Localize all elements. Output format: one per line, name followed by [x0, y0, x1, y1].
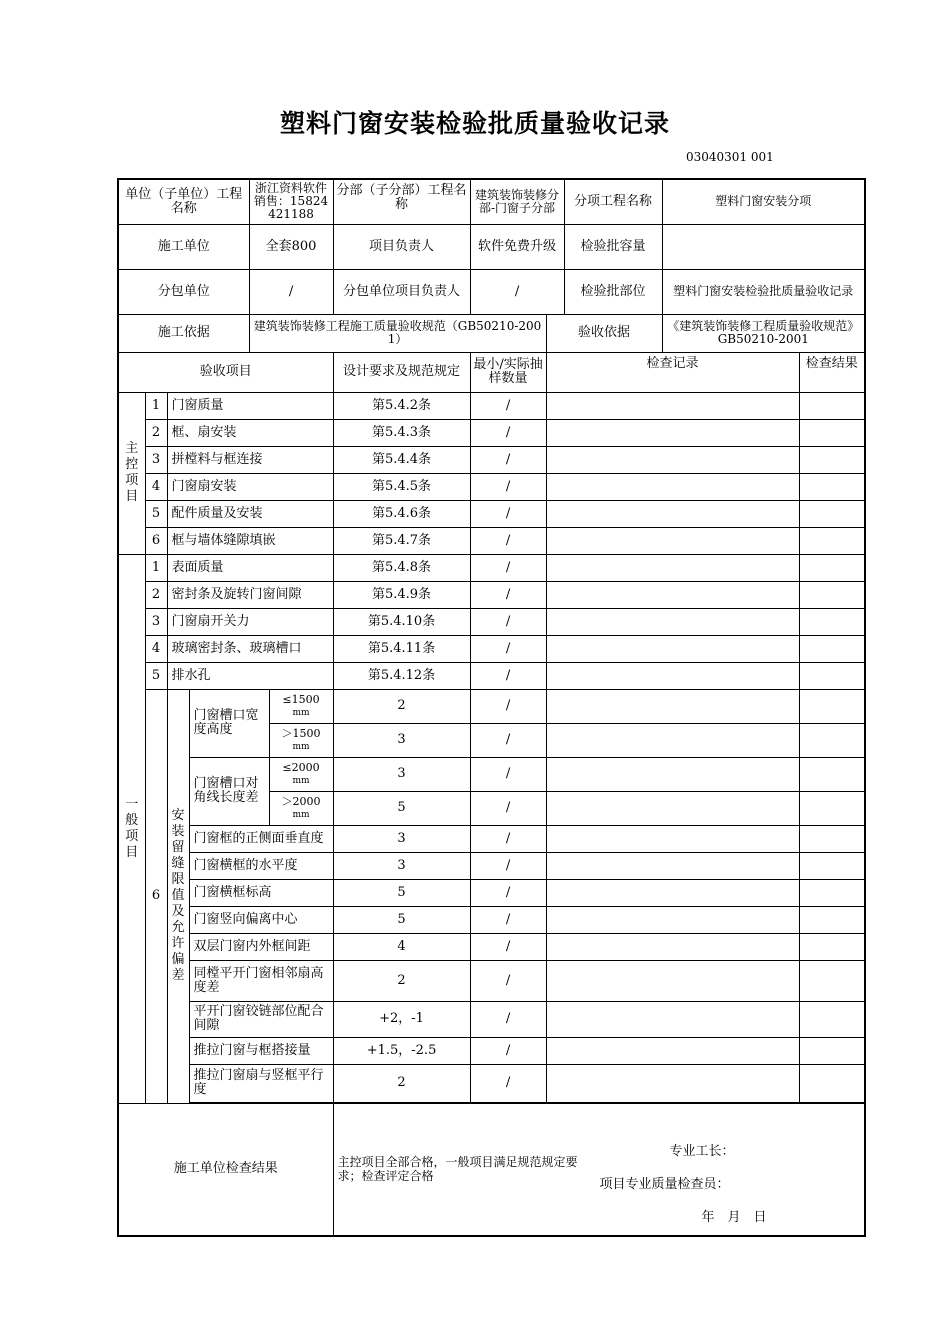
row-name: 框、扇安装	[167, 419, 333, 446]
row-result[interactable]	[799, 1001, 865, 1037]
row-value: 2	[333, 960, 470, 1001]
row-sample: /	[470, 879, 546, 906]
col-sample: 最小/实际抽样数量	[470, 352, 546, 392]
row-sample: /	[470, 608, 546, 635]
row-no: 3	[145, 446, 167, 473]
row-name: 框与墙体缝隙填嵌	[167, 527, 333, 554]
row-sample: /	[470, 933, 546, 960]
col-item: 验收项目	[118, 352, 333, 392]
row-record[interactable]	[546, 446, 799, 473]
row-record[interactable]	[546, 906, 799, 933]
row-sample: /	[470, 791, 546, 825]
table-row	[118, 392, 865, 419]
item6-no: 6	[145, 689, 167, 1103]
form-code: 03040301 001	[686, 150, 774, 164]
row-name: 平开门窗铰链部位配合间隙	[189, 1001, 333, 1037]
row-sample: /	[470, 392, 546, 419]
main-control-label: 主控项目	[118, 392, 145, 554]
row-sample: /	[470, 689, 546, 723]
row-record[interactable]	[546, 723, 799, 757]
row-record[interactable]	[546, 500, 799, 527]
group1-name: 门窗槽口宽度高度	[189, 689, 269, 757]
row-result[interactable]	[799, 906, 865, 933]
row-result[interactable]	[799, 554, 865, 581]
table-row	[118, 879, 865, 906]
header-row-3	[118, 269, 865, 314]
row-record[interactable]	[546, 473, 799, 500]
row-sample: /	[470, 723, 546, 757]
row-sample: /	[470, 1064, 546, 1102]
row-result[interactable]	[799, 1037, 865, 1064]
row-value: 4	[333, 933, 470, 960]
table-row	[118, 906, 865, 933]
row-result[interactable]	[799, 527, 865, 554]
row-result[interactable]	[799, 581, 865, 608]
column-header-row	[118, 352, 865, 392]
row-spec: 第5.4.9条	[333, 581, 470, 608]
group2-cond: ＞2000 mm	[269, 791, 333, 825]
row-record[interactable]	[546, 554, 799, 581]
batch-location-value: 塑料门窗安装检验批质量验收记录	[662, 269, 865, 314]
row-result[interactable]	[799, 723, 865, 757]
row-no: 1	[145, 554, 167, 581]
row-value: 2	[333, 1064, 470, 1102]
row-sample: /	[470, 906, 546, 933]
item6-label: 安装留缝限值及允许偏差	[167, 689, 189, 1103]
row-result[interactable]	[799, 757, 865, 791]
sub-item-value: 塑料门窗安装分项	[662, 179, 865, 224]
table-row	[118, 825, 865, 852]
table-row	[118, 608, 865, 635]
row-name: 门窗质量	[167, 392, 333, 419]
row-sample: /	[470, 1037, 546, 1064]
table-row	[118, 1064, 865, 1102]
row-spec: 第5.4.7条	[333, 527, 470, 554]
row-name: 密封条及旋转门窗间隙	[167, 581, 333, 608]
sub-manager-value: /	[470, 269, 564, 314]
col-record: 检查记录	[546, 352, 799, 392]
row-result[interactable]	[799, 473, 865, 500]
row-value: 3	[333, 757, 470, 791]
table-row	[118, 473, 865, 500]
batch-capacity-label: 检验批容量	[564, 224, 662, 269]
acceptance-basis-label: 验收依据	[546, 314, 662, 352]
constructor-label: 施工单位	[118, 224, 249, 269]
row-name: 门窗框的正侧面垂直度	[189, 825, 333, 852]
row-record[interactable]	[546, 825, 799, 852]
row-result[interactable]	[799, 635, 865, 662]
row-record[interactable]	[546, 689, 799, 723]
row-result[interactable]	[799, 392, 865, 419]
row-result[interactable]	[799, 500, 865, 527]
table-row	[118, 662, 865, 689]
footer-content	[333, 1103, 865, 1236]
row-record[interactable]	[546, 662, 799, 689]
row-spec: 第5.4.11条	[333, 635, 470, 662]
row-name: 门窗竖向偏离中心	[189, 906, 333, 933]
row-name: 推拉门窗扇与竖框平行度	[189, 1064, 333, 1102]
batch-capacity-value	[662, 224, 865, 269]
row-record[interactable]	[546, 608, 799, 635]
row-result[interactable]	[799, 852, 865, 879]
table-row	[118, 635, 865, 662]
row-result[interactable]	[799, 933, 865, 960]
row-sample: /	[470, 473, 546, 500]
row-spec: 第5.4.6条	[333, 500, 470, 527]
row-name: 表面质量	[167, 554, 333, 581]
inspector-label: 项目专业质量检查员：	[599, 1176, 730, 1192]
basis-value: 建筑装饰装修工程施工质量验收规范（GB50210-2001）	[249, 314, 546, 352]
row-value: 3	[333, 852, 470, 879]
row-name: 配件质量及安装	[167, 500, 333, 527]
row-sample: /	[470, 581, 546, 608]
row-no: 2	[145, 581, 167, 608]
row-name: 门窗横框的水平度	[189, 852, 333, 879]
table-row	[118, 554, 865, 581]
row-sample: /	[470, 1001, 546, 1037]
subcontractor-label: 分包单位	[118, 269, 249, 314]
row-record[interactable]	[546, 1001, 799, 1037]
row-result[interactable]	[799, 689, 865, 723]
row-spec: 第5.4.8条	[333, 554, 470, 581]
table-row	[118, 1001, 865, 1037]
row-no: 1	[145, 392, 167, 419]
foreman-label: 专业工长：	[669, 1143, 735, 1159]
unit-project-value: 浙江资料软件销售：15824421188	[249, 179, 333, 224]
row-name: 门窗横框标高	[189, 879, 333, 906]
group1-cond: ≤1500 mm	[269, 689, 333, 723]
row-record[interactable]	[546, 635, 799, 662]
batch-location-label: 检验批部位	[564, 269, 662, 314]
header-row-4	[118, 314, 865, 352]
row-sample: /	[470, 419, 546, 446]
row-record[interactable]	[546, 757, 799, 791]
row-record[interactable]	[546, 1037, 799, 1064]
table-row	[118, 527, 865, 554]
row-spec: 第5.4.2条	[333, 392, 470, 419]
basis-label: 施工依据	[118, 314, 249, 352]
group2-cond: ≤2000 mm	[269, 757, 333, 791]
row-value: +1.5，-2.5	[333, 1037, 470, 1064]
row-sample: /	[470, 825, 546, 852]
header-row-2	[118, 224, 865, 269]
row-no: 3	[145, 608, 167, 635]
col-design: 设计要求及规范规定	[333, 352, 470, 392]
row-result[interactable]	[799, 791, 865, 825]
row-value: 5	[333, 791, 470, 825]
row-value: 5	[333, 879, 470, 906]
row-name: 排水孔	[167, 662, 333, 689]
table-row	[118, 500, 865, 527]
sub-division-label: 分部（子分部）工程名称	[333, 179, 470, 224]
sub-item-label: 分项工程名称	[564, 179, 662, 224]
row-no: 4	[145, 635, 167, 662]
row-value: +2，-1	[333, 1001, 470, 1037]
row-sample: /	[470, 662, 546, 689]
table-row	[118, 689, 865, 723]
footer-row	[118, 1103, 865, 1236]
general-label: 一般项目	[118, 554, 145, 1103]
constructor-value: 全套800	[249, 224, 333, 269]
table-row	[118, 960, 865, 1001]
col-result: 检查结果	[799, 352, 865, 392]
row-name: 同樘平开门窗相邻扇高度差	[189, 960, 333, 1001]
table-row	[118, 852, 865, 879]
row-record[interactable]	[546, 527, 799, 554]
row-sample: /	[470, 852, 546, 879]
date-label: 年 月 日	[701, 1209, 767, 1225]
row-value: 3	[333, 723, 470, 757]
footer-label: 施工单位检查结果	[118, 1103, 333, 1236]
row-spec: 第5.4.3条	[333, 419, 470, 446]
sub-manager-label: 分包单位项目负责人	[333, 269, 470, 314]
row-value: 5	[333, 906, 470, 933]
row-record[interactable]	[546, 960, 799, 1001]
subcontractor-value: /	[249, 269, 333, 314]
row-sample: /	[470, 500, 546, 527]
row-result[interactable]	[799, 879, 865, 906]
unit-project-label: 单位（子单位）工程名称	[118, 179, 249, 224]
row-record[interactable]	[546, 392, 799, 419]
row-name: 门窗扇开关力	[167, 608, 333, 635]
project-manager-label: 项目负责人	[333, 224, 470, 269]
row-value: 3	[333, 825, 470, 852]
row-no: 2	[145, 419, 167, 446]
row-sample: /	[470, 446, 546, 473]
row-result[interactable]	[799, 1064, 865, 1102]
inspection-form-table	[117, 178, 866, 1237]
row-sample: /	[470, 635, 546, 662]
row-result[interactable]	[799, 608, 865, 635]
row-result[interactable]	[799, 662, 865, 689]
header-row-1	[118, 179, 865, 224]
row-result[interactable]	[799, 960, 865, 1001]
row-name: 双层门窗内外框间距	[189, 933, 333, 960]
row-no: 5	[145, 662, 167, 689]
row-sample: /	[470, 527, 546, 554]
row-record[interactable]	[546, 581, 799, 608]
row-name: 门窗扇安装	[167, 473, 333, 500]
row-spec: 第5.4.5条	[333, 473, 470, 500]
group1-cond: ＞1500 mm	[269, 723, 333, 757]
group2-name: 门窗槽口对角线长度差	[189, 757, 269, 825]
row-record[interactable]	[546, 852, 799, 879]
row-record[interactable]	[546, 879, 799, 906]
table-row	[118, 757, 865, 791]
row-value: 2	[333, 689, 470, 723]
row-spec: 第5.4.10条	[333, 608, 470, 635]
row-record[interactable]	[546, 1064, 799, 1102]
table-row	[118, 581, 865, 608]
footer-conclusion: 主控项目全部合格，一般项目满足规范规定要求；检查评定合格	[337, 1154, 578, 1183]
row-spec: 第5.4.12条	[333, 662, 470, 689]
project-manager-value: 软件免费升级	[470, 224, 564, 269]
table-row	[118, 446, 865, 473]
row-record[interactable]	[546, 419, 799, 446]
row-no: 6	[145, 527, 167, 554]
row-record[interactable]	[546, 791, 799, 825]
row-spec: 第5.4.4条	[333, 446, 470, 473]
row-sample: /	[470, 960, 546, 1001]
table-row	[118, 1037, 865, 1064]
row-result[interactable]	[799, 825, 865, 852]
table-row	[118, 933, 865, 960]
row-result[interactable]	[799, 446, 865, 473]
acceptance-basis-value: 《建筑装饰装修工程质量验收规范》GB50210-2001	[662, 314, 865, 352]
row-name: 玻璃密封条、玻璃槽口	[167, 635, 333, 662]
row-result[interactable]	[799, 419, 865, 446]
sub-division-value: 建筑装饰装修分部-门窗子分部	[470, 179, 564, 224]
page-title: 塑料门窗安装检验批质量验收记录	[279, 109, 670, 138]
row-sample: /	[470, 757, 546, 791]
row-name: 推拉门窗与框搭接量	[189, 1037, 333, 1064]
table-row	[118, 419, 865, 446]
row-sample: /	[470, 554, 546, 581]
row-name: 拼樘料与框连接	[167, 446, 333, 473]
row-record[interactable]	[546, 933, 799, 960]
row-no: 4	[145, 473, 167, 500]
row-no: 5	[145, 500, 167, 527]
